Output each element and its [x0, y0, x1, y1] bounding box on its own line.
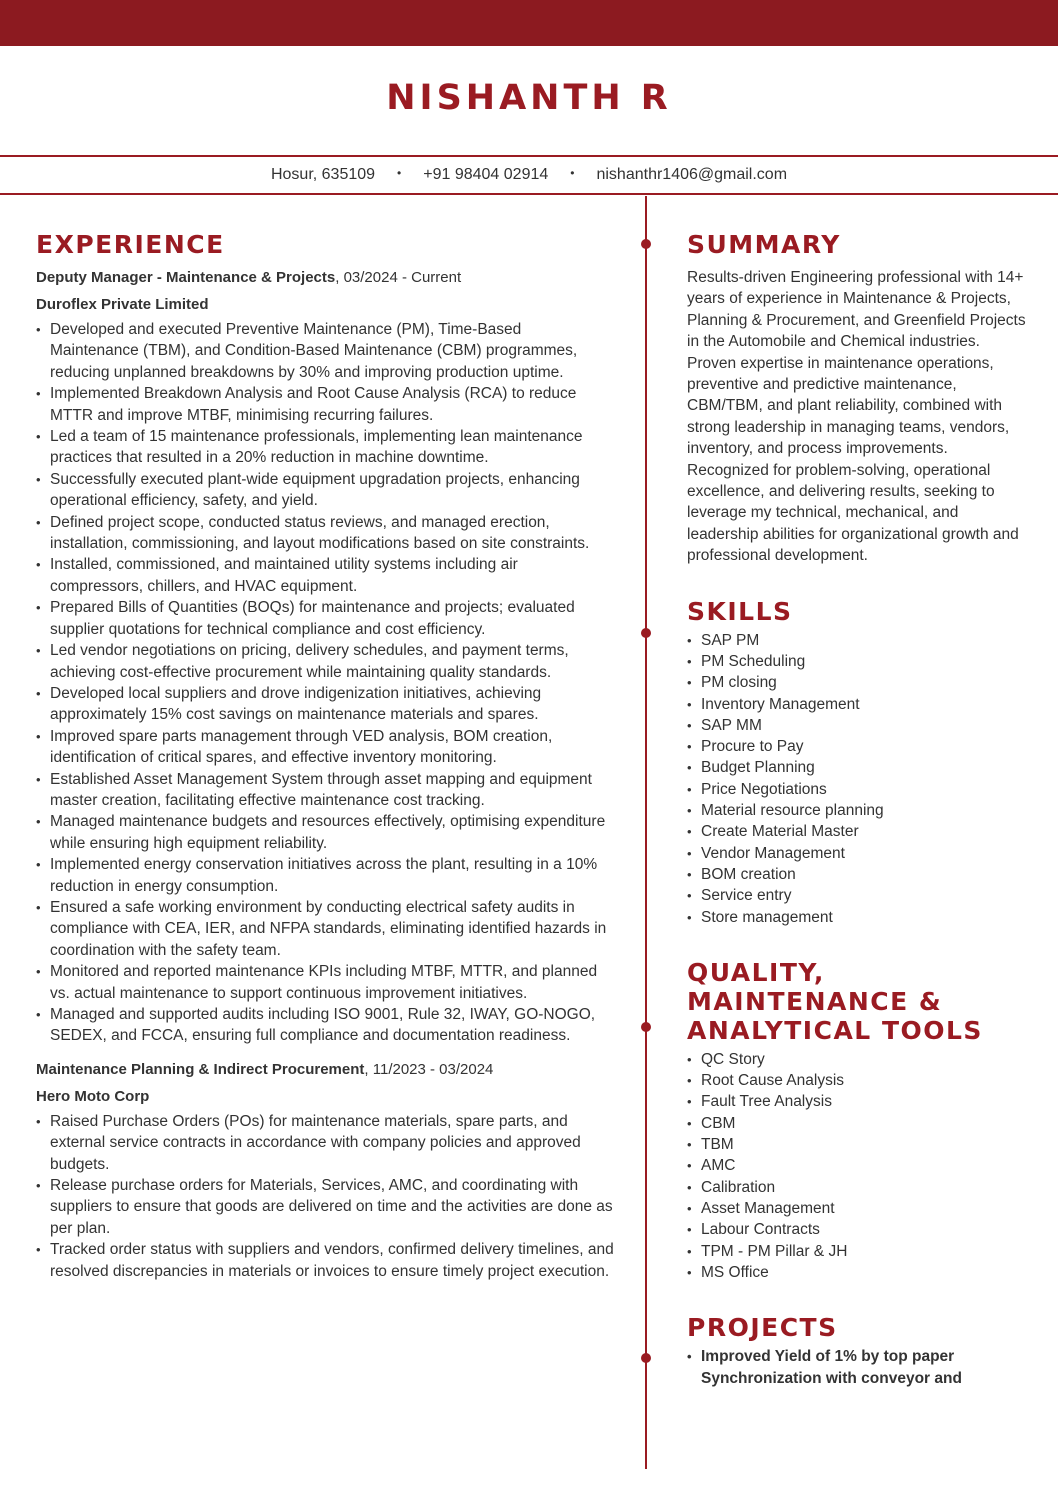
job-bullet: • Developed and executed Preventive Maintenance (PM), Time-Based Maintenance (TBM), and Condition-Based Maintenance (CBM) programmes, reducing unplanned breakdowns by 30% and improving production uptime. — [36, 319, 614, 383]
contact-separator: • — [570, 166, 575, 180]
tool-item: • TPM - PM Pillar & JH — [687, 1241, 1032, 1262]
tool-item: • TBM — [687, 1134, 1032, 1155]
contact-phone: +91 98404 02914 — [423, 166, 549, 183]
projects-heading: PROJECTS — [687, 1313, 838, 1343]
projects-list — [687, 1346, 1032, 1389]
tools-section — [687, 958, 1032, 1283]
job-title: Maintenance Planning & Indirect Procurement — [36, 1060, 365, 1078]
candidate-name: NISHANTH R — [386, 78, 672, 118]
job-bullet: • Implemented Breakdown Analysis and Root Cause Analysis (RCA) to reduce MTTR and improve MTBF, minimising recurring failures. — [36, 383, 614, 426]
skills-list — [687, 630, 1032, 928]
tool-item: • Labour Contracts — [687, 1219, 1032, 1240]
skill-item: • Price Negotiations — [687, 779, 1032, 800]
job-bullet: • Prepared Bills of Quantities (BOQs) for maintenance and projects; evaluated supplier quotations for technical compliance and cost efficiency. — [36, 597, 614, 640]
tools-heading-line: ANALYTICAL TOOLS — [687, 1015, 983, 1045]
skill-item: • BOM creation — [687, 864, 1032, 885]
skill-item: • Inventory Management — [687, 694, 1032, 715]
job-bullet: • Improved spare parts management through VED analysis, BOM creation, identification of critical spares, and effective inventory monitoring. — [36, 726, 614, 769]
summary-section — [687, 230, 1032, 567]
tool-item: • Root Cause Analysis — [687, 1070, 1032, 1091]
skill-item: • Budget Planning — [687, 757, 1032, 778]
tools-heading — [687, 958, 1032, 1045]
project-item: • Improved Yield of 1% by top paper Synchronization with conveyor and — [687, 1346, 1032, 1389]
timeline-dot-tools — [641, 1022, 651, 1032]
contact-email[interactable]: nishanthr1406@gmail.com — [596, 166, 788, 183]
job-bullet: • Implemented energy conservation initiatives across the plant, resulting in a 10% reduction in energy consumption. — [36, 854, 614, 897]
job-bullet: • Defined project scope, conducted status reviews, and managed erection, installation, commissioning, and layout modifications based on site constraints. — [36, 512, 614, 555]
projects-section — [687, 1313, 1032, 1389]
skill-item: • SAP PM — [687, 630, 1032, 651]
skill-item: • Service entry — [687, 885, 1032, 906]
job-bullet: • Monitored and reported maintenance KPIs including MTBF, MTTR, and planned vs. actual maintenance to support continuous improvement initiatives. — [36, 961, 614, 1004]
skill-item: • PM closing — [687, 672, 1032, 693]
experience-section — [36, 230, 614, 1282]
job-bullet: • Led a team of 15 maintenance professionals, implementing lean maintenance practices that resulted in a 20% reduction in machine downtime. — [36, 426, 614, 469]
job-title-line — [36, 1059, 614, 1080]
skill-item: • Vendor Management — [687, 843, 1032, 864]
skill-item: • Store management — [687, 907, 1032, 928]
contact-location: Hosur, 635109 — [270, 166, 376, 183]
tools-heading-line: QUALITY, — [687, 957, 825, 987]
header-rule-bottom — [0, 193, 1058, 195]
skill-item: • Procure to Pay — [687, 736, 1032, 757]
job-title-line — [36, 267, 614, 288]
job-bullet: • Installed, commissioned, and maintained utility systems including air compressors, chillers, and HVAC equipment. — [36, 554, 614, 597]
tools-list — [687, 1049, 1032, 1283]
top-accent-bar — [0, 0, 1058, 46]
skill-item: • SAP MM — [687, 715, 1032, 736]
tool-item: • Fault Tree Analysis — [687, 1091, 1032, 1112]
job-title: Deputy Manager - Maintenance & Projects — [36, 269, 336, 286]
skill-item: • Create Material Master — [687, 821, 1032, 842]
job-company: Hero Moto Corp — [36, 1087, 150, 1105]
tool-item: • MS Office — [687, 1262, 1032, 1283]
skills-heading: SKILLS — [687, 596, 793, 626]
column-divider — [645, 196, 647, 1469]
tool-item: • QC Story — [687, 1049, 1032, 1070]
timeline-dot-summary — [641, 239, 651, 249]
job-dates: , 11/2023 - 03/2024 — [364, 1060, 494, 1078]
job-bullet: • Release purchase orders for Materials, Services, AMC, and coordinating with suppliers to ensure that goods are delivered on time and the activities are done as per plan. — [36, 1175, 614, 1239]
experience-heading: EXPERIENCE — [36, 230, 225, 259]
summary-heading: SUMMARY — [687, 230, 841, 259]
job-entry — [36, 267, 614, 1047]
job-bullet: • Tracked order status with suppliers and vendors, confirmed delivery timelines, and resolved discrepancies in materials or invoices to ensure timely project execution. — [36, 1239, 614, 1282]
job-bullet: • Led vendor negotiations on pricing, delivery schedules, and payment terms, achieving cost-effective procurement while maintaining quality standards. — [36, 640, 614, 683]
skill-item: • Material resource planning — [687, 800, 1032, 821]
job-bullets — [36, 319, 614, 1047]
tool-item: • AMC — [687, 1155, 1032, 1176]
summary-text: Results-driven Engineering professional with 14+ years of experience in Maintenance & Projects, Planning & Procurement, and Greenfield Projects in the Automobile and Chemical industries. Proven expertise in maintenance operations, preventive and predictive maintenance, CBM/TBM, and plant reliability, combined with strong leadership in managing teams, vendors, inventory, and process improvements. Recognized for problem-solving, operational excellence, and delivering results, seeking to leverage my technical, mechanical, and leadership abilities for organizational growth and professional development. — [687, 269, 1026, 565]
contact-line — [0, 166, 1058, 184]
skill-item: • PM Scheduling — [687, 651, 1032, 672]
tool-item: • Calibration — [687, 1177, 1032, 1198]
tool-item: • Asset Management — [687, 1198, 1032, 1219]
job-entry — [36, 1059, 614, 1282]
skills-section — [687, 597, 1032, 928]
job-bullet: • Ensured a safe working environment by conducting electrical safety audits in compliance with CEA, IER, and NFPA standards, eliminating identified hazards in coordination with the safety team. — [36, 897, 614, 961]
job-bullet: • Managed and supported audits including ISO 9001, Rule 32, IWAY, GO-NOGO, SEDEX, and FCCA, ensuring full compliance and documentation readiness. — [36, 1004, 614, 1047]
job-bullet: • Established Asset Management System through asset mapping and equipment master creation, facilitating effective maintenance cost tracking. — [36, 769, 614, 812]
header-rule-top — [0, 155, 1058, 157]
job-bullet: • Successfully executed plant-wide equipment upgradation projects, enhancing operational efficiency, safety, and yield. — [36, 469, 614, 512]
timeline-dot-projects — [641, 1353, 651, 1363]
job-company: Duroflex Private Limited — [36, 296, 209, 313]
tool-item: • CBM — [687, 1113, 1032, 1134]
job-bullet: • Managed maintenance budgets and resources effectively, optimising expenditure while ensuring high equipment reliability. — [36, 811, 614, 854]
job-bullets — [36, 1111, 614, 1282]
job-bullet: • Developed local suppliers and drove indigenization initiatives, achieving approximately 15% cost savings on maintenance materials and spares. — [36, 683, 614, 726]
job-bullet: • Raised Purchase Orders (POs) for maintenance materials, spare parts, and external service contracts in accordance with company policies and approved budgets. — [36, 1111, 614, 1175]
tools-heading-line: MAINTENANCE & — [687, 986, 943, 1016]
contact-separator: • — [397, 166, 402, 180]
sidebar-column — [687, 230, 1032, 1389]
job-dates: , 03/2024 - Current — [335, 269, 462, 286]
timeline-dot-skills — [641, 628, 651, 638]
